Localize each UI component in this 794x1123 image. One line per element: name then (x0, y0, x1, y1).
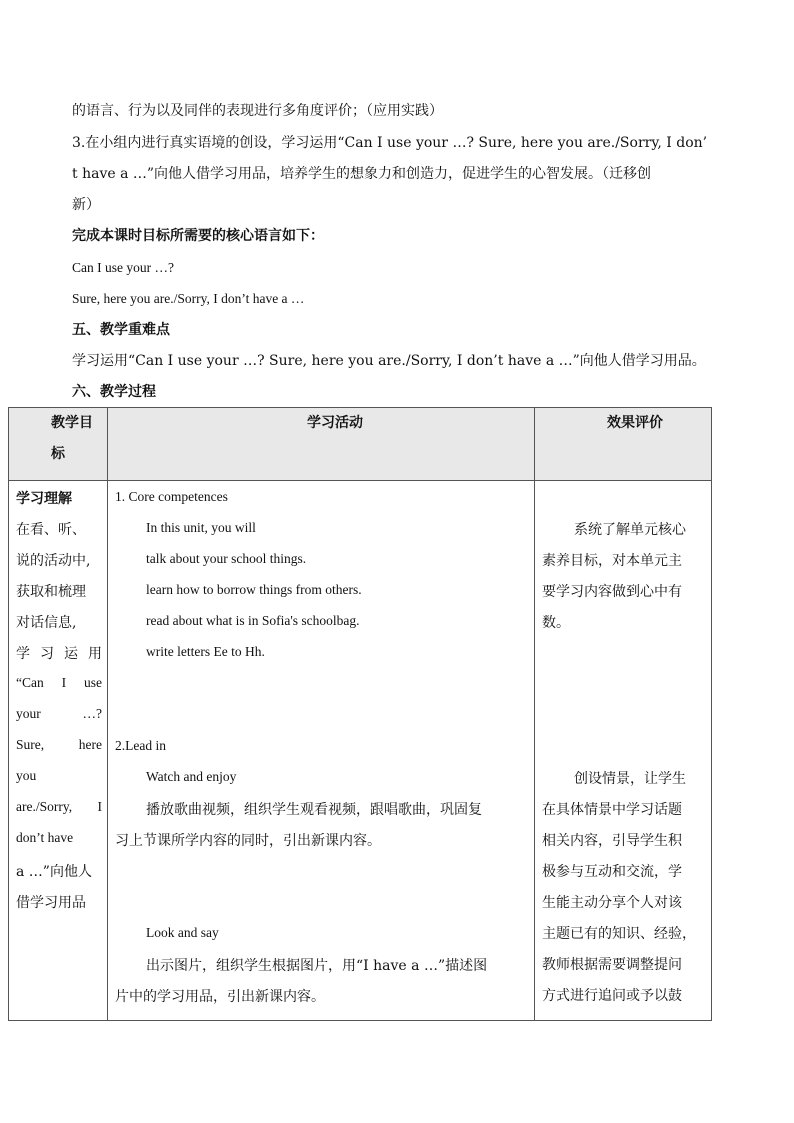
goal-text: 在看、听、 (16, 522, 86, 538)
intro-line-2: 3.在小组内进行真实语境的创设，学习运用“Can I use your …? Sure, here you are./Sorry, I don’ (72, 135, 708, 151)
activity-core-item: talk about your school things. (146, 551, 307, 566)
section-heading-6: 六、教学过程 (72, 384, 156, 400)
column-divider (107, 408, 108, 1020)
goal-text: you (16, 768, 37, 783)
evaluation-text: 系统了解单元核心 (574, 522, 686, 538)
goal-word: …? (82, 706, 102, 721)
goal-text: don’t have (16, 830, 74, 845)
goal-word: I (61, 675, 67, 690)
header-evaluation: 效果评价 (607, 415, 663, 431)
activity-core-item: In this unit, you will (146, 520, 256, 535)
evaluation-text: 生能主动分享个人对该 (542, 895, 682, 911)
activity-look-title: Look and say (146, 925, 219, 940)
goal-word: are./Sorry, (16, 799, 73, 814)
header-goal-cont: 标 (51, 446, 65, 462)
activity-core-item: read about what is in Sofia's schoolbag. (146, 613, 360, 628)
activity-core-item: write letters Ee to Hh. (146, 644, 265, 659)
goal-text (16, 643, 102, 663)
goal-word: 用 (88, 646, 102, 662)
goal-word: I (97, 799, 102, 814)
evaluation-text: 数。 (542, 615, 570, 631)
evaluation-text: 教师根据需要调整提问 (542, 957, 682, 973)
evaluation-text: 要学习内容做到心中有 (542, 584, 682, 600)
activity-watch-desc: 播放歌曲视频，组织学生观看视频，跟唱歌曲，巩固复 (146, 802, 482, 818)
goal-title: 学习理解 (16, 491, 72, 507)
evaluation-text: 相关内容，引导学生积 (542, 833, 682, 849)
evaluation-text: 创设情景，让学生 (574, 771, 686, 787)
goal-word: here (78, 737, 102, 752)
activity-core-item: learn how to borrow things from others. (146, 582, 362, 597)
intro-line-4: 新） (72, 197, 100, 213)
goal-text (16, 799, 102, 815)
goal-text: 获取和梳理 (16, 584, 86, 600)
header-activity: 学习活动 (307, 415, 363, 431)
goal-text: 借学习用品 (16, 895, 86, 911)
evaluation-text: 主题已有的知识、经验， (542, 926, 696, 942)
intro-line-3: t have a …”向他人借学习用品，培养学生的想象力和创造力，促进学生的心智发展。（迁移创 (72, 166, 652, 182)
activity-lead-title: 2.Lead in (115, 738, 166, 753)
core-language-heading: 完成本课时目标所需要的核心语言如下： (72, 228, 324, 244)
intro-line-1: 的语言、行为以及同伴的表现进行多角度评价；（应用实践） (72, 103, 443, 119)
goal-word: 习 (40, 646, 54, 662)
goal-text: a …”向他人 (16, 864, 92, 880)
activity-look-desc: 出示图片，组织学生根据图片，用“I have a …”描述图 (146, 958, 488, 974)
goal-word: 运 (64, 646, 78, 662)
goal-word: your (16, 706, 41, 721)
goal-text: 对话信息, (16, 615, 77, 631)
goal-word: use (84, 675, 102, 690)
goal-text (16, 675, 102, 691)
activity-watch-desc: 习上节课所学内容的同时，引出新课内容。 (115, 833, 381, 849)
goal-word: 学 (16, 646, 30, 662)
goal-text (16, 737, 102, 753)
evaluation-text: 素养目标，对本单元主 (542, 553, 682, 569)
core-language-1: Can I use your …? (72, 260, 174, 275)
section-heading-5: 五、教学重难点 (72, 322, 170, 338)
goal-word: Sure, (16, 737, 45, 752)
evaluation-text: 极参与互动和交流，学 (542, 864, 682, 880)
key-point-text: 学习运用“Can I use your …? Sure, here you are./Sorry, I don’t have a …”向他人借学习用品。 (72, 353, 706, 369)
header-goal: 教学目 (51, 415, 93, 431)
activity-watch-title: Watch and enjoy (146, 769, 237, 784)
goal-word: “Can (16, 675, 44, 690)
activity-core-title: 1. Core competences (115, 489, 228, 504)
row-divider (9, 480, 711, 481)
evaluation-text: 方式进行追问或予以鼓 (542, 988, 682, 1004)
core-language-2: Sure, here you are./Sorry, I don’t have a … (72, 291, 305, 306)
goal-text: 说的活动中, (16, 553, 91, 569)
teaching-process-table (8, 407, 712, 1021)
column-divider (534, 408, 535, 1020)
evaluation-text: 在具体情景中学习话题 (542, 802, 682, 818)
activity-look-desc: 片中的学习用品，引出新课内容。 (115, 989, 325, 1005)
goal-text (16, 706, 102, 722)
